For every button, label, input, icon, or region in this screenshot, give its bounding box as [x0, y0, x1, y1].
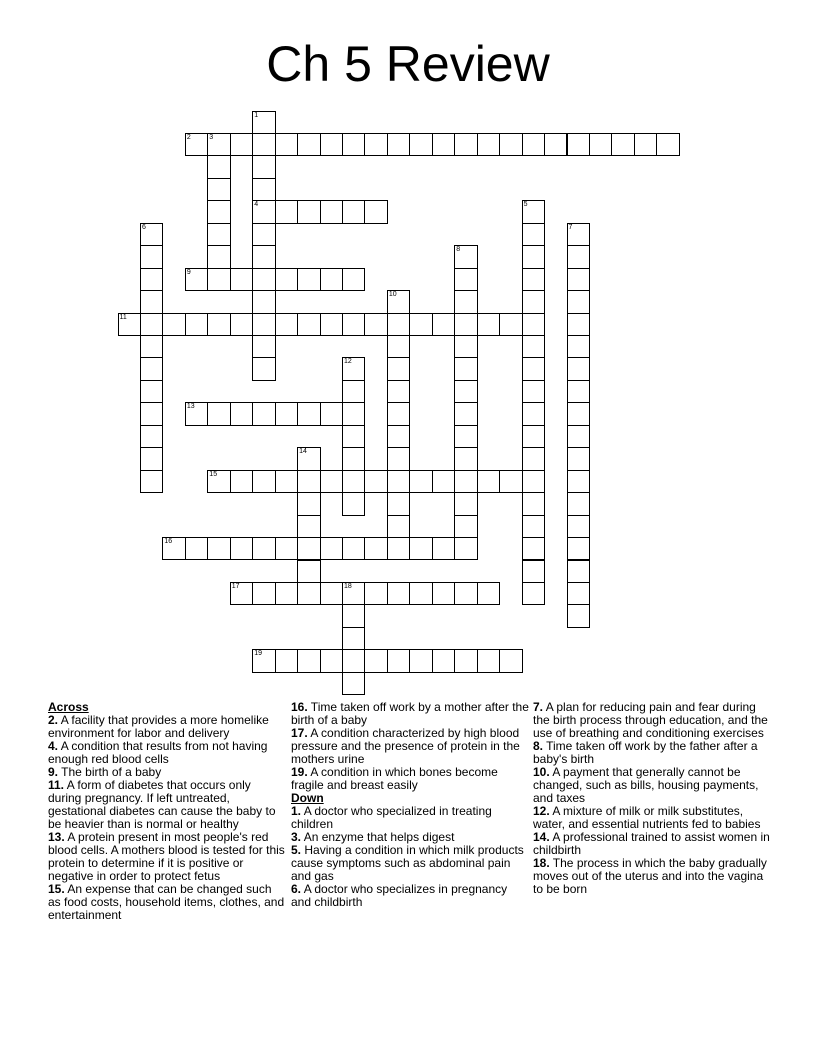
down-clue-7: 7. A plan for reducing pain and fear during the birth process through education, and the use of breathing and conditioning exercises	[533, 700, 768, 740]
grid-cell[interactable]	[567, 313, 590, 336]
grid-cell[interactable]	[297, 560, 320, 583]
across-clue-15: 15. An expense that can be changed such as food costs, household items, clothes, and entertainment	[48, 882, 285, 922]
grid-cell[interactable]	[230, 268, 253, 291]
grid-cell[interactable]	[297, 200, 320, 223]
grid-cell[interactable]	[454, 447, 477, 470]
grid-cell[interactable]	[567, 537, 590, 560]
grid-cell[interactable]	[364, 200, 387, 223]
grid-cell[interactable]	[567, 223, 590, 246]
grid-cell[interactable]	[342, 672, 365, 695]
clue-number: 6	[141, 223, 146, 231]
grid-cell[interactable]	[522, 380, 545, 403]
grid-cell[interactable]	[162, 537, 185, 560]
grid-cell[interactable]	[454, 380, 477, 403]
across-clue-16: 16. Time taken off work by a mother after the birth of a baby	[291, 700, 529, 727]
grid-cell[interactable]	[252, 357, 275, 380]
grid-cell[interactable]	[522, 582, 545, 605]
grid-cell[interactable]	[364, 133, 387, 156]
grid-cell[interactable]	[230, 133, 253, 156]
grid-cell[interactable]	[454, 582, 477, 605]
grid-cell[interactable]	[140, 245, 163, 268]
grid-cell[interactable]	[522, 447, 545, 470]
grid-cell[interactable]	[140, 402, 163, 425]
clue-number: 12	[344, 358, 352, 366]
grid-cell[interactable]	[320, 200, 343, 223]
grid-cell[interactable]	[297, 313, 320, 336]
grid-cell[interactable]	[230, 313, 253, 336]
grid-cell[interactable]	[252, 402, 275, 425]
grid-cell[interactable]	[140, 290, 163, 313]
grid-cell[interactable]	[342, 447, 365, 470]
grid-cell[interactable]	[432, 649, 455, 672]
clue-number: 16	[164, 538, 173, 546]
grid-cell[interactable]	[230, 582, 253, 605]
grid-cell[interactable]	[477, 470, 500, 493]
grid-cell[interactable]	[522, 515, 545, 538]
grid-cell[interactable]	[275, 200, 298, 223]
grid-cell[interactable]	[275, 133, 298, 156]
grid-cell[interactable]	[387, 425, 410, 448]
grid-cell[interactable]	[320, 402, 343, 425]
grid-cell[interactable]	[387, 357, 410, 380]
clue-number: 19	[254, 650, 262, 658]
grid-cell[interactable]	[522, 335, 545, 358]
grid-cell[interactable]	[387, 582, 410, 605]
grid-cell[interactable]	[275, 537, 298, 560]
grid-cell[interactable]	[409, 470, 432, 493]
grid-cell[interactable]	[297, 537, 320, 560]
grid-cell[interactable]	[207, 537, 230, 560]
grid-cell[interactable]	[567, 245, 590, 268]
clue-number: 4	[254, 201, 259, 209]
grid-cell[interactable]	[409, 133, 432, 156]
down-clue-14: 14. A professional trained to assist women in childbirth	[533, 830, 770, 857]
grid-cell[interactable]	[252, 268, 275, 291]
clue-number: 13	[186, 403, 195, 411]
grid-cell[interactable]	[252, 649, 275, 672]
across-clue-9: 9. The birth of a baby	[48, 765, 162, 779]
grid-cell[interactable]	[252, 582, 275, 605]
grid-cell[interactable]	[522, 492, 545, 515]
grid-cell[interactable]	[207, 268, 230, 291]
grid-cell[interactable]	[342, 200, 365, 223]
grid-cell[interactable]	[342, 133, 365, 156]
grid-cell[interactable]	[567, 357, 590, 380]
grid-cell[interactable]	[387, 537, 410, 560]
grid-cell[interactable]	[140, 335, 163, 358]
across-clue-17: 17. A condition characterized by high blood pressure and the presence of protein in the mothers urine	[291, 726, 520, 766]
grid-cell[interactable]	[297, 515, 320, 538]
grid-cell[interactable]	[432, 537, 455, 560]
grid-cell[interactable]	[454, 268, 477, 291]
grid-cell[interactable]	[387, 470, 410, 493]
grid-cell[interactable]	[499, 649, 522, 672]
grid-cell[interactable]	[275, 649, 298, 672]
grid-cell[interactable]	[185, 268, 208, 291]
grid-cell[interactable]	[567, 582, 590, 605]
grid-cell[interactable]	[499, 313, 522, 336]
grid-cell[interactable]	[252, 178, 275, 201]
grid-cell[interactable]	[656, 133, 679, 156]
grid-cell[interactable]	[454, 492, 477, 515]
grid-cell[interactable]	[252, 200, 275, 223]
across-clue-4: 4. A condition that results from not having enough red blood cells	[48, 739, 268, 766]
clue-number: 17	[231, 582, 240, 590]
grid-cell[interactable]	[252, 223, 275, 246]
clue-number: 15	[209, 470, 218, 478]
grid-cell[interactable]	[567, 470, 590, 493]
grid-cell[interactable]	[207, 313, 230, 336]
grid-cell[interactable]	[252, 133, 275, 156]
grid-cell[interactable]	[275, 268, 298, 291]
grid-cell[interactable]	[252, 470, 275, 493]
clue-number: 3	[209, 133, 214, 141]
grid-cell[interactable]	[387, 447, 410, 470]
grid-cell[interactable]	[567, 447, 590, 470]
grid-cell[interactable]	[522, 223, 545, 246]
grid-cell[interactable]	[364, 313, 387, 336]
grid-cell[interactable]	[342, 649, 365, 672]
grid-cell[interactable]	[454, 515, 477, 538]
grid-cell[interactable]	[342, 313, 365, 336]
grid-cell[interactable]	[342, 582, 365, 605]
grid-cell[interactable]	[207, 200, 230, 223]
down-heading: Down	[291, 791, 324, 805]
grid-cell[interactable]	[387, 313, 410, 336]
grid-cell[interactable]	[477, 582, 500, 605]
grid-cell[interactable]	[454, 537, 477, 560]
grid-cell[interactable]	[320, 582, 343, 605]
grid-cell[interactable]	[140, 268, 163, 291]
clue-number: 2	[186, 133, 191, 141]
grid-cell[interactable]	[297, 402, 320, 425]
grid-cell[interactable]	[342, 268, 365, 291]
down-clue-10: 10. A payment that generally cannot be changed, such as bills, housing payments, and taxes	[533, 765, 759, 805]
page-title: Ch 5 Review	[266, 36, 550, 92]
clue-number: 14	[299, 448, 307, 456]
grid-cell[interactable]	[140, 313, 163, 336]
grid-cell[interactable]	[454, 649, 477, 672]
grid-cell[interactable]	[432, 582, 455, 605]
grid-cell[interactable]	[409, 313, 432, 336]
grid-cell[interactable]	[364, 582, 387, 605]
grid-cell[interactable]	[342, 380, 365, 403]
grid-cell[interactable]	[162, 313, 185, 336]
grid-cell[interactable]	[409, 582, 432, 605]
grid-cell[interactable]	[230, 537, 253, 560]
grid-cell[interactable]	[185, 313, 208, 336]
grid-cell[interactable]	[432, 313, 455, 336]
down-clue-6: 6. A doctor who specializes in pregnancy and childbirth	[291, 882, 508, 909]
across-heading: Across	[48, 700, 89, 714]
grid-cell[interactable]	[387, 335, 410, 358]
grid-cell[interactable]	[567, 425, 590, 448]
clue-number: 8	[456, 246, 461, 254]
grid-cell[interactable]	[207, 470, 230, 493]
grid-cell[interactable]	[522, 290, 545, 313]
grid-cell[interactable]	[454, 133, 477, 156]
grid-cell[interactable]	[275, 470, 298, 493]
grid-cell[interactable]	[207, 223, 230, 246]
grid-cell[interactable]	[567, 604, 590, 627]
grid-cell[interactable]	[567, 402, 590, 425]
grid-cell[interactable]	[387, 380, 410, 403]
across-clue-11: 11. A form of diabetes that occurs only during pregnancy. If left untreated, gestational diabetes can cause the baby to be heavier than is normal or healthy	[48, 778, 276, 831]
grid-cell[interactable]	[567, 133, 590, 156]
clue-number: 10	[388, 291, 397, 299]
grid-cell[interactable]	[454, 357, 477, 380]
grid-cell[interactable]	[252, 111, 275, 134]
grid-cell[interactable]	[364, 537, 387, 560]
grid-cell[interactable]	[387, 402, 410, 425]
grid-cell[interactable]	[297, 582, 320, 605]
grid-cell[interactable]	[567, 268, 590, 291]
grid-cell[interactable]	[185, 402, 208, 425]
grid-cell[interactable]	[320, 268, 343, 291]
grid-cell[interactable]	[230, 402, 253, 425]
grid-cell[interactable]	[297, 268, 320, 291]
grid-cell[interactable]	[342, 425, 365, 448]
grid-cell[interactable]	[252, 313, 275, 336]
grid-cell[interactable]	[387, 133, 410, 156]
down-clue-3: 3. An enzyme that helps digest	[291, 830, 455, 844]
grid-cell[interactable]	[320, 133, 343, 156]
grid-cell[interactable]	[320, 649, 343, 672]
grid-cell[interactable]	[297, 133, 320, 156]
grid-cell[interactable]	[387, 290, 410, 313]
grid-cell[interactable]	[522, 200, 545, 223]
grid-cell[interactable]	[342, 402, 365, 425]
grid-cell[interactable]	[634, 133, 657, 156]
grid-cell[interactable]	[454, 470, 477, 493]
grid-cell[interactable]	[522, 245, 545, 268]
grid-cell[interactable]	[454, 335, 477, 358]
grid-cell[interactable]	[140, 223, 163, 246]
grid-cell[interactable]	[342, 492, 365, 515]
grid-cell[interactable]	[387, 515, 410, 538]
grid-cell[interactable]	[207, 178, 230, 201]
clues-column-1	[48, 701, 286, 922]
grid-cell[interactable]	[320, 470, 343, 493]
grid-cell[interactable]	[342, 357, 365, 380]
grid-cell[interactable]	[522, 402, 545, 425]
clue-number: 18	[344, 582, 352, 590]
grid-cell[interactable]	[275, 582, 298, 605]
down-clue-1: 1. A doctor who specialized in treating children	[291, 804, 492, 831]
grid-cell[interactable]	[454, 425, 477, 448]
grid-cell[interactable]	[252, 335, 275, 358]
grid-cell[interactable]	[567, 335, 590, 358]
grid-cell[interactable]	[409, 537, 432, 560]
grid-cell[interactable]	[275, 313, 298, 336]
grid-cell[interactable]	[252, 155, 275, 178]
grid-cell[interactable]	[320, 313, 343, 336]
grid-cell[interactable]	[140, 357, 163, 380]
grid-cell[interactable]	[432, 133, 455, 156]
down-clue-18: 18. The process in which the baby gradually moves out of the uterus and into the vagina to be born	[533, 856, 767, 896]
grid-cell[interactable]	[432, 470, 455, 493]
across-clue-13: 13. A protein present in most people's red blood cells. A mothers blood is tested for this protein to determine if it is positive or negative in order to protect fetus	[48, 830, 285, 883]
across-clue-19: 19. A condition in which bones become fragile and breast easily	[291, 765, 498, 792]
grid-cell[interactable]	[364, 470, 387, 493]
grid-cell[interactable]	[297, 492, 320, 515]
grid-cell[interactable]	[589, 133, 612, 156]
grid-cell[interactable]	[522, 313, 545, 336]
grid-cell[interactable]	[611, 133, 634, 156]
grid-cell[interactable]	[140, 447, 163, 470]
grid-cell[interactable]	[567, 560, 590, 583]
grid-cell[interactable]	[477, 313, 500, 336]
grid-cell[interactable]	[567, 380, 590, 403]
grid-cell[interactable]	[342, 627, 365, 650]
grid-cell[interactable]	[275, 402, 298, 425]
grid-cell[interactable]	[522, 537, 545, 560]
grid-cell[interactable]	[118, 313, 141, 336]
clue-number: 11	[119, 313, 127, 321]
grid-cell[interactable]	[207, 402, 230, 425]
down-clue-8: 8. Time taken off work by the father after a baby's birth	[533, 739, 758, 766]
grid-cell[interactable]	[140, 425, 163, 448]
grid-cell[interactable]	[522, 425, 545, 448]
grid-cell[interactable]	[387, 649, 410, 672]
clue-number: 5	[523, 201, 528, 209]
grid-cell[interactable]	[297, 649, 320, 672]
grid-cell[interactable]	[454, 290, 477, 313]
grid-cell[interactable]	[207, 155, 230, 178]
grid-cell[interactable]	[252, 537, 275, 560]
grid-cell[interactable]	[342, 470, 365, 493]
down-clue-5: 5. Having a condition in which milk products cause symptoms such as abdominal pain and gas	[291, 843, 524, 883]
grid-cell[interactable]	[342, 604, 365, 627]
grid-cell[interactable]	[364, 649, 387, 672]
grid-cell[interactable]	[252, 245, 275, 268]
grid-cell[interactable]	[297, 447, 320, 470]
grid-cell[interactable]	[185, 133, 208, 156]
grid-cell[interactable]	[387, 492, 410, 515]
clue-number: 9	[186, 268, 191, 276]
grid-cell[interactable]	[185, 537, 208, 560]
grid-cell[interactable]	[567, 290, 590, 313]
grid-cell[interactable]	[297, 470, 320, 493]
grid-cell[interactable]	[567, 492, 590, 515]
clue-number: 7	[568, 223, 573, 231]
grid-cell[interactable]	[454, 313, 477, 336]
clues-column-3	[533, 701, 771, 896]
grid-cell[interactable]	[522, 268, 545, 291]
grid-cell[interactable]	[320, 537, 343, 560]
grid-cell[interactable]	[454, 402, 477, 425]
grid-cell[interactable]	[477, 133, 500, 156]
clue-number: 1	[254, 111, 259, 119]
grid-cell[interactable]	[522, 560, 545, 583]
grid-cell[interactable]	[567, 515, 590, 538]
grid-cell[interactable]	[230, 470, 253, 493]
grid-cell[interactable]	[499, 470, 522, 493]
grid-cell[interactable]	[207, 245, 230, 268]
grid-cell[interactable]	[522, 357, 545, 380]
grid-cell[interactable]	[409, 649, 432, 672]
grid-cell[interactable]	[140, 380, 163, 403]
grid-cell[interactable]	[140, 470, 163, 493]
clues-column-2	[291, 701, 529, 909]
grid-cell[interactable]	[207, 133, 230, 156]
grid-cell[interactable]	[454, 245, 477, 268]
grid-cell[interactable]	[522, 470, 545, 493]
grid-cell[interactable]	[252, 290, 275, 313]
down-clue-12: 12. A mixture of milk or milk substitutes, water, and essential nutrients fed to babies	[533, 804, 761, 831]
grid-cell[interactable]	[544, 133, 567, 156]
across-clue-2: 2. A facility that provides a more homelike environment for labor and delivery	[48, 713, 269, 740]
grid-cell[interactable]	[522, 133, 545, 156]
grid-cell[interactable]	[477, 649, 500, 672]
grid-cell[interactable]	[499, 133, 522, 156]
grid-cell[interactable]	[342, 537, 365, 560]
